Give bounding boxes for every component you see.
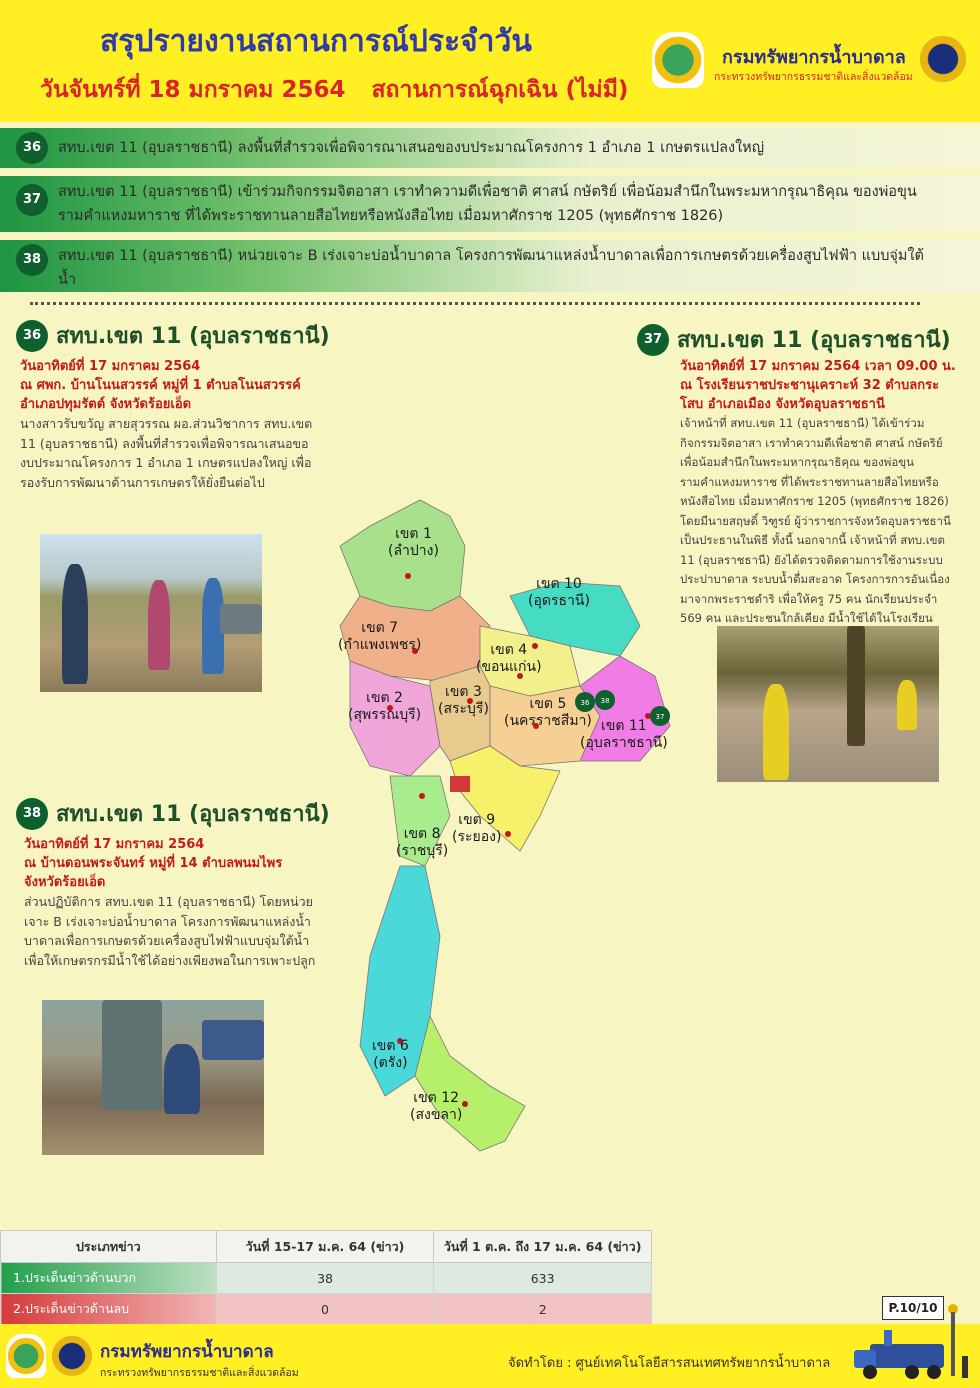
section-date: วันอาทิตย์ที่ 17 มกราคม 2564 xyxy=(24,837,205,852)
summary-text: สทบ.เขต 11 (อุบลราชธานี) หน่วยเจาะ B เร่งเจาะบ่อน้ำบาดาล โครงการพัฒนาแหล่งน้ำบาดาลเพื่อการเกษตรด้วยเครื่องสูบไฟฟ้า แบบจุ่มใต้น้ำ xyxy=(58,248,924,288)
news-count-total: 633 xyxy=(434,1263,652,1294)
map-region-12 xyxy=(415,1016,525,1151)
summary-number: 38 xyxy=(16,244,48,276)
news-type: 2.ประเด็นข่าวด้านลบ xyxy=(1,1294,217,1325)
map-label-zone-11: เขต 11 (อุบลราชธานี) xyxy=(580,718,668,751)
footer-org-ministry: กระทรวงทรัพยากรธรรมชาติและสิ่งแวดล้อม xyxy=(100,1367,299,1379)
section-body: นางสาวรับขวัญ สายสุวรรณ ผอ.ส่วนวิชาการ สทบ.เขต 11 (อุบลราชธานี) ลงพื้นที่สำรวจเพื่อพิจารณาเสนอของบประมาณโครงการ 1 อำเภอ 1 เกษตรแปลงใหญ่ เพื่อรองรับการพัฒนาด้านการเกษตรให้ยั่งยืนต่อไป xyxy=(20,416,313,490)
map-label-zone-8: เขต 8 (ราชบุรี) xyxy=(396,826,449,859)
drilling-truck-icon xyxy=(850,1300,972,1386)
section-37-photo xyxy=(717,626,939,782)
summary-item-38 xyxy=(0,240,980,292)
map-label-zone-1: เขต 1 (ลำปาง) xyxy=(388,526,439,559)
section-date: วันอาทิตย์ที่ 17 มกราคม 2564 เวลา 09.00 น. xyxy=(680,359,956,374)
summary-text: สทบ.เขต 11 (อุบลราชธานี) ลงพื้นที่สำรวจเพื่อพิจารณาเสนอของบประมาณโครงการ 1 อำเภอ 1 เกษตรแปลงใหญ่ xyxy=(58,140,765,156)
news-count-total: 2 xyxy=(434,1294,652,1325)
ministry-seal-icon xyxy=(52,1336,92,1376)
section-37-details xyxy=(680,357,962,629)
section-body: ส่วนปฏิบัติการ สทบ.เขต 11 (อุบลราชธานี) โดยหน่วยเจาะ B เร่งเจาะบ่อน้ำบาดาล โครงการพัฒนาแหล่งน้ำบาดาลเพื่อการเกษตรด้วยเครื่องสูบไฟฟ้าแบบจุ่มใต้น้ำ เพื่อให้เกษตรกรมีน้ำใช้ได้อย่างเพียงพอในการเพาะปลูก xyxy=(24,894,316,968)
report-date: วันจันทร์ที่ 18 มกราคม 2564 xyxy=(40,77,346,103)
table-header-row xyxy=(1,1231,652,1263)
section-number: 36 xyxy=(16,320,48,352)
news-type: 1.ประเด็นข่าวด้านบวก xyxy=(1,1263,217,1294)
summary-item-36 xyxy=(0,128,980,168)
news-count-recent: 38 xyxy=(216,1263,434,1294)
department-seal-icon xyxy=(6,1334,46,1378)
org-name: กรมทรัพยากรน้ำบาดาล xyxy=(722,47,906,68)
table-row xyxy=(1,1294,652,1325)
column-header: ประเภทข่าว xyxy=(1,1231,217,1263)
map-marker-label: 36 xyxy=(580,699,590,707)
section-title: สทบ.เขต 11 (อุบลราชธานี) xyxy=(677,328,951,353)
map-label-zone-9: เขต 9 (ระยอง) xyxy=(452,812,502,845)
dotted-divider xyxy=(30,302,920,305)
summary-number: 36 xyxy=(16,132,48,164)
org-ministry: กระทรวงทรัพยากรธรรมชาติและสิ่งแวดล้อม xyxy=(714,71,913,83)
section-title: สทบ.เขต 11 (อุบลราชธานี) xyxy=(56,802,330,827)
table-row xyxy=(1,1263,652,1294)
summary-item-37 xyxy=(0,176,980,232)
section-place: ณ ศพก. บ้านโนนสวรรค์ หมู่ที่ 1 ตำบลโนนสวรรค์ อำเภอปทุมรัตต์ จังหวัดร้อยเอ็ด xyxy=(20,378,301,412)
emergency-status: สถานการณ์ฉุกเฉิน (ไม่มี) xyxy=(371,77,629,103)
map-label-zone-4: เขต 4 (ขอนแก่น) xyxy=(476,642,542,675)
section-place: ณ บ้านดอนพระจันทร์ หมู่ที่ 14 ตำบลพนมไพร จังหวัดร้อยเอ็ด xyxy=(24,856,283,890)
map-label-zone-10: เขต 10 (อุดรธานี) xyxy=(528,576,590,609)
report-date-line xyxy=(40,72,628,108)
news-stats-table xyxy=(0,1230,652,1325)
column-header: วันที่ 1 ต.ค. ถึง 17 ม.ค. 64 (ข่าว) xyxy=(434,1231,652,1263)
footer-banner xyxy=(0,1324,980,1388)
section-title: สทบ.เขต 11 (อุบลราชธานี) xyxy=(56,324,330,349)
map-marker-label: 37 xyxy=(655,713,665,721)
section-date: วันอาทิตย์ที่ 17 มกราคม 2564 xyxy=(20,359,201,374)
map-label-zone-6: เขต 6 (ตรัง) xyxy=(372,1038,409,1071)
footer-org-name: กรมทรัพยากรน้ำบาดาล xyxy=(100,1342,274,1362)
map-label-zone-5: เขต 5 (นครราชสีมา) xyxy=(504,696,592,729)
prepared-by: จัดทำโดย : ศูนย์เทคโนโลยีสารสนเทศทรัพยากรน้ำบาดาล xyxy=(508,1356,831,1371)
page-number: P.10/10 xyxy=(882,1296,944,1320)
section-37-heading xyxy=(637,322,951,357)
page-title: สรุปรายงานสถานการณ์ประจำวัน xyxy=(100,24,532,59)
header-banner xyxy=(0,0,980,122)
summary-text: สทบ.เขต 11 (อุบลราชธานี) เข้าร่วมกิจกรรมจิตอาสา เราทำความดีเพื่อชาติ ศาสน์ กษัตริย์ เพื่อน้อมสำนึกในพระมหากรุณาธิคุณ ของพ่อขุนรามคำแหงมหาราช ที่ได้พระราชทานลายสือไทยหรือหนังสือไทย เมื่อมหาศักราช 1205 (พุทธศักราช 1826) xyxy=(58,184,917,224)
section-number: 37 xyxy=(637,324,669,356)
map-label-zone-7: เขต 7 (กำแพงเพชร) xyxy=(338,620,422,653)
news-count-recent: 0 xyxy=(216,1294,434,1325)
map-label-zone-2: เขต 2 (สุพรรณบุรี) xyxy=(348,690,422,723)
map-label-zone-12: เขต 12 (สงขลา) xyxy=(410,1090,463,1123)
section-38-heading xyxy=(16,796,330,831)
section-36-heading xyxy=(16,318,330,353)
section-number: 38 xyxy=(16,798,48,830)
section-place: ณ โรงเรียนราชประชานุเคราะห์ 32 ตำบลกระโสบ อำเภอเมือง จังหวัดอุบลราชธานี xyxy=(680,378,940,412)
section-38-photo xyxy=(42,1000,264,1155)
section-36-photo xyxy=(40,534,262,692)
section-body: เจ้าหน้าที่ สทบ.เขต 11 (อุบลราชธานี) ได้เข้าร่วมกิจกรรมจิตอาสา เราทำความดีเพื่อชาติ ศาสน์ กษัตริย์ เพื่อน้อมสำนึกในพระมหากรุณาธิคุณ ของพ่อขุนรามคำแหงมหาราช ที่ได้พระราชทานลายสือไทยหรือหนังสือไทย เมื่อมหาศักราช 1205 (พุทธศักราช 1826) โดยมีนายสฤษดิ์ วิฑูรย์ ผู้ว่าราชการจังหวัดอุบลราชธานี เป็นประธานในพิธี ทั้งนี้ นอกจากนี้ เจ้าหน้าที่ สทบ.เขต 11 (อุบลราชธานี) ยังได้ตรวจติดตามการใช้งานระบบประปาบาดาล ระบบน้ำดื่มสะอาด โครงการการอันเนื่องมาจากพระราชดำริ เพื่อให้ครู 75 คน นักเรียนประจำ 569 คน และประชนใกล้เคียง มีน้ำใช้ได้ในโรงเรียน xyxy=(680,416,951,625)
ministry-seal-icon xyxy=(920,36,966,82)
summary-number: 37 xyxy=(16,184,48,216)
map-label-zone-3: เขต 3 (สระบุรี) xyxy=(438,684,489,717)
section-38-details xyxy=(24,835,324,970)
map-marker-label: 38 xyxy=(600,697,610,705)
department-seal-icon xyxy=(652,32,704,88)
section-36-details xyxy=(20,357,320,492)
column-header: วันที่ 15-17 ม.ค. 64 (ข่าว) xyxy=(216,1231,434,1263)
